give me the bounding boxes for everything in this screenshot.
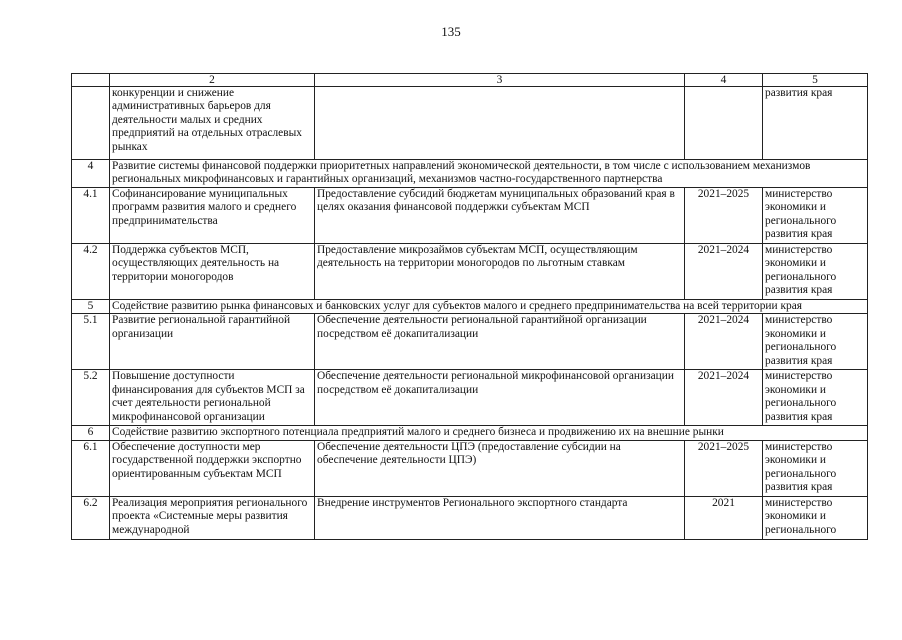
action-cell: Обеспечение деятельности региональной микрофинансовой организации посредством её докапитализации: [315, 370, 685, 426]
period-cell: 2021–2024: [685, 370, 763, 426]
item-number: 6.1: [72, 440, 110, 496]
responsible-cell: развития края: [763, 87, 868, 160]
section-title: Содействие развитию экспортного потенциала предприятий малого и среднего бизнеса и продвижению их на внешние рынки: [110, 426, 868, 440]
page-number: 135: [441, 24, 461, 39]
action-cell: Предоставление субсидий бюджетам муниципальных образований края в целях оказания финансовой поддержки субъектам МСП: [315, 188, 685, 244]
section-number: 5: [72, 300, 110, 314]
section-number: 6: [72, 426, 110, 440]
table-header-row: [72, 74, 868, 87]
responsible-cell: министерство экономики и регионального развития края: [763, 188, 868, 244]
period-cell: 2021: [685, 496, 763, 539]
responsible-cell: министерство экономики и регионального развития края: [763, 244, 868, 300]
action-cell: Обеспечение деятельности ЦПЭ (предоставление субсидии на обеспечение деятельности ЦПЭ): [315, 440, 685, 496]
task-cell: Поддержка субъектов МСП, осуществляющих деятельность на территории моногородов: [110, 244, 315, 300]
header-col-2: 2: [110, 74, 315, 87]
period-cell: 2021–2024: [685, 314, 763, 370]
table-row: [72, 496, 868, 539]
table-row: [72, 244, 868, 300]
task-cell: Повышение доступности финансирования для субъектов МСП за счет деятельности региональной микрофинансовой организации: [110, 370, 315, 426]
responsible-cell: министерство экономики и регионального: [763, 496, 868, 539]
task-cell: Софинансирование муниципальных программ развития малого и среднего предпринимательства: [110, 188, 315, 244]
table-row: [72, 440, 868, 496]
section-number: 4: [72, 160, 110, 188]
header-col-5: 5: [763, 74, 868, 87]
table-row: [72, 87, 868, 160]
task-cell: Реализация мероприятия регионального проекта «Системные меры развития международной: [110, 496, 315, 539]
table-row: [72, 188, 868, 244]
table-row: [72, 370, 868, 426]
task-cell: Развитие региональной гарантийной организации: [110, 314, 315, 370]
section-row: [72, 160, 868, 188]
item-number: 6.2: [72, 496, 110, 539]
section-title: Развитие системы финансовой поддержки приоритетных направлений экономической деятельности, в том числе с использованием механизмов региональных микрофинансовых и гарантийных организаций, механизмов частно-государственного партнерства: [110, 160, 868, 188]
period-cell: 2021–2025: [685, 440, 763, 496]
action-cell: Внедрение инструментов Регионального экспортного стандарта: [315, 496, 685, 539]
section-row: [72, 300, 868, 314]
task-cell: конкуренции и снижение административных барьеров для деятельности малых и средних предприятий на отдельных отраслевых рынках: [110, 87, 315, 160]
action-cell: Предоставление микрозаймов субъектам МСП, осуществляющим деятельность на территории моногородов по льготным ставкам: [315, 244, 685, 300]
period-cell: 2021–2025: [685, 188, 763, 244]
section-title: Содействие развитию рынка финансовых и банковских услуг для субъектов малого и среднего предпринимательства на всей территории края: [110, 300, 868, 314]
item-number: 5.1: [72, 314, 110, 370]
measures-table: [71, 73, 868, 540]
responsible-cell: министерство экономики и регионального развития края: [763, 440, 868, 496]
period-cell: 2021–2024: [685, 244, 763, 300]
header-col-1: [72, 74, 110, 87]
responsible-cell: министерство экономики и регионального развития края: [763, 370, 868, 426]
responsible-cell: министерство экономики и регионального развития края: [763, 314, 868, 370]
header-col-3: 3: [315, 74, 685, 87]
period-cell: [685, 87, 763, 160]
item-number: [72, 87, 110, 160]
item-number: 4.2: [72, 244, 110, 300]
action-cell: [315, 87, 685, 160]
item-number: 5.2: [72, 370, 110, 426]
table-row: [72, 314, 868, 370]
section-row: [72, 426, 868, 440]
header-col-4: 4: [685, 74, 763, 87]
action-cell: Обеспечение деятельности региональной гарантийной организации посредством её докапитализации: [315, 314, 685, 370]
task-cell: Обеспечение доступности мер государственной поддержки экспортно ориентированным субъектам МСП: [110, 440, 315, 496]
item-number: 4.1: [72, 188, 110, 244]
